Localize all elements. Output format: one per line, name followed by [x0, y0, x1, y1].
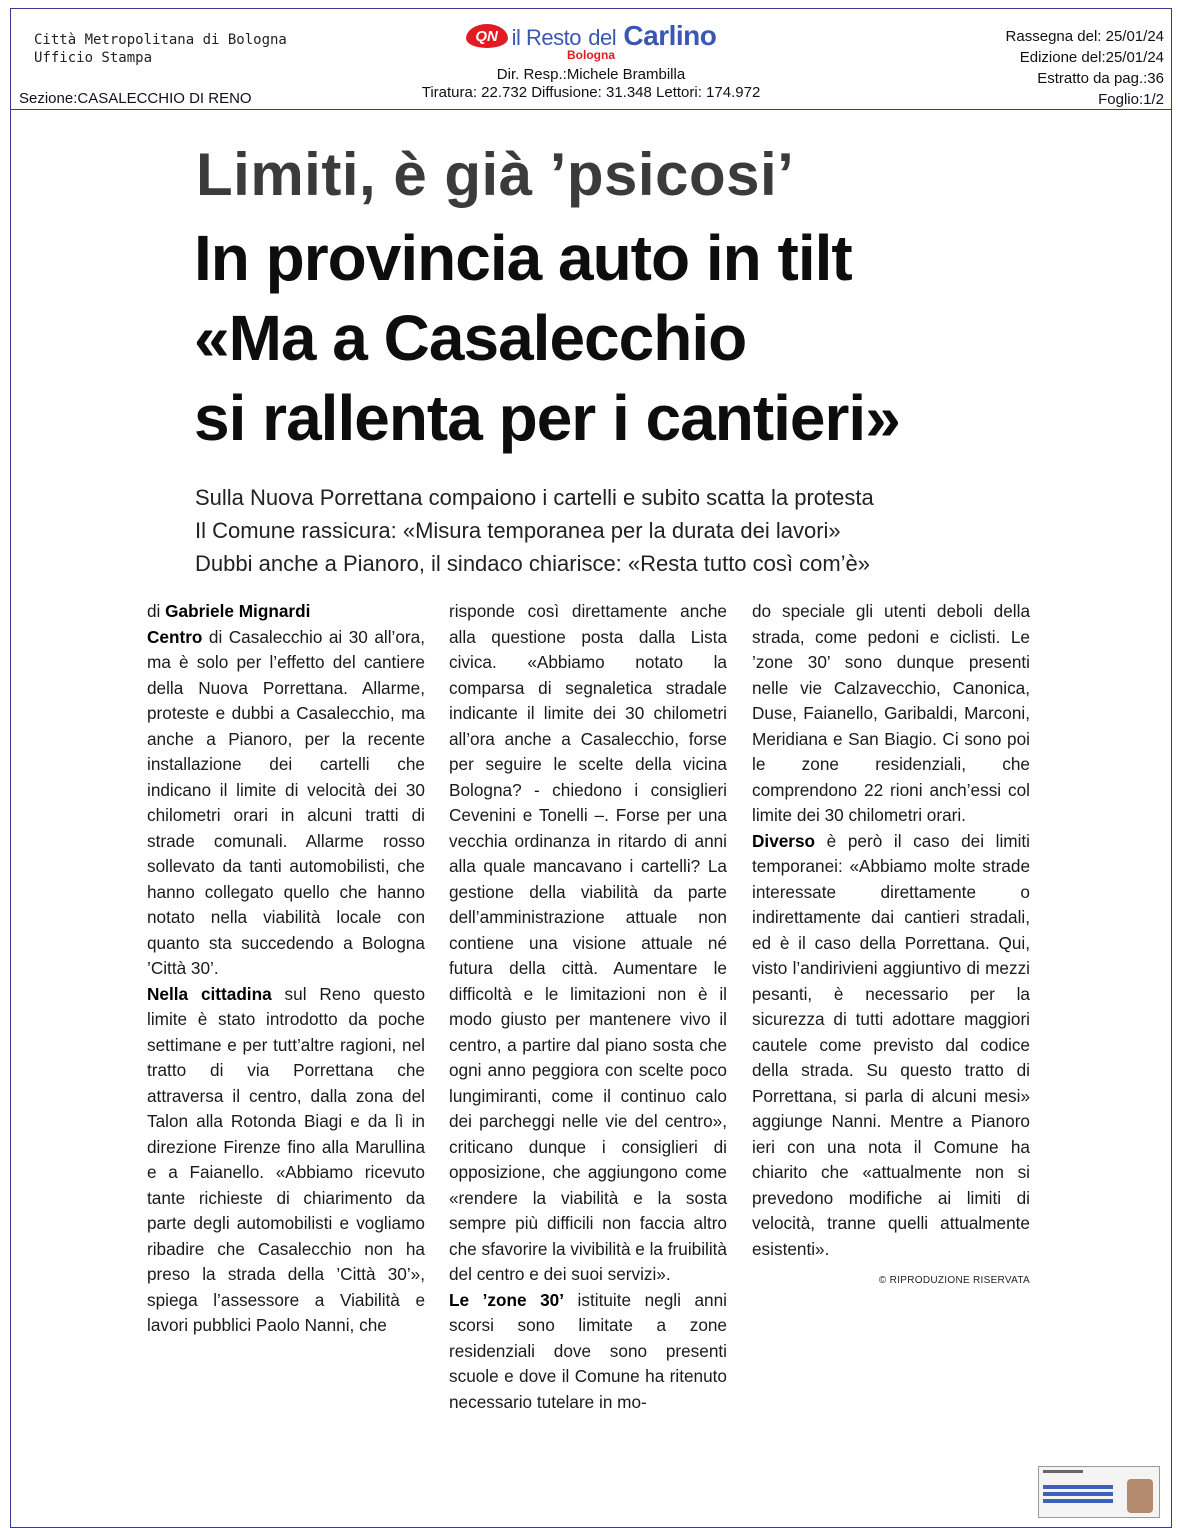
logo-text: il Resto del Carlino: [511, 20, 717, 51]
office-dept: Ufficio Stampa: [34, 50, 153, 66]
article-column-1: [147, 599, 425, 1339]
office-name: Città Metropolitana di Bologna: [34, 32, 287, 48]
subhead-line: Sulla Nuova Porrettana compaiono i cartelli e subito scatta la protesta: [195, 485, 874, 510]
article-kicker: Limiti, è già ’psicosi’: [196, 141, 795, 208]
thumbnail-headline: [1043, 1485, 1113, 1489]
paragraph: Centro di Casalecchio ai 30 all’ora, ma è solo per l’effetto del cantiere della Nuova Porrettana. Allarme, proteste e dubbi a Casalecchio, ma anche a Pianoro, per la recente installazione dei cartelli che indicano il limite di velocità dei 30 chilometri orari in alcuni tratti di strade comunali. Allarme rosso sollevato da tanti automobilisti, che hanno collegato quello che hanno notato nella viabilità locale con quanto sta succedendo a Bologna ’Città 30’.: [147, 626, 425, 978]
article-column-3: [752, 599, 1030, 1294]
issue-info: [1006, 26, 1164, 110]
paragraph: risponde così direttamente anche alla questione posta dalla Lista civica. «Abbiamo notato la comparsa di segnaletica stradale indicante il limite dei 30 chilometri all’ora anche a Casalecchio, forse per seguire le scelte della vicina Bologna? - chiedono i consiglieri Cevenini e Tonelli –. Forse per una vecchia ordinanza in ritardo di anni alla quale mancavano i cartelli? La gestione della viabilità da parte dell’amministrazione attuale non contiene una visione attuale né futura della città. Aumentare le difficoltà e le limitazioni non è il modo giusto per mantenere vivo il centro, a partire dal piano sosta che ogni anno peggiora con scelte poco lungimiranti, come il continuo calo dei parcheggi nelle vie del centro», criticano dunque i consiglieri di opposizione, che aggiungono come «rendere la viabilità e la sosta sempre più difficili non faccia altro che sfavorire la vivibilità e la fruibilità del centro e dei suoi servizi».: [449, 601, 727, 1284]
edition-date: Edizione del:25/01/24: [1019, 49, 1164, 66]
circulation: Tiratura: 22.732 Diffusione: 31.348 Lettori: 174.972: [421, 84, 761, 101]
author-name: Gabriele Mignardi: [165, 601, 311, 621]
paragraph: Le ’zone 30’ istituite negli anni scorsi sono limitate a zone residenziali dove sono presenti scuole e dove il Comune ha ritenuto necessario tutelare in mo-: [449, 1289, 727, 1412]
byline: di Gabriele Mignardi: [147, 601, 311, 621]
paragraph: Diverso è però il caso dei limiti temporanei: «Abbiamo molte strade interessate direttamente o indirettamente dai cantieri stradali, ed è il caso della Porrettana. Qui, visto l’andirivieni aggiuntivo di mezzi pesanti, è necessario per la sicurezza di tutti adottare maggiori cautele come previsto dal codice della strada. Su questo tratto di Porrettana, si parla di alcuni mesi» aggiunge Nanni. Mentre a Pianoro ieri con una nota il Comune ha chiarito che «attualmente non si prevedono modifiche ai limiti di velocità, tranne quelli attualmente esistenti».: [752, 830, 1030, 1259]
page-extract: Estratto da pag.:36: [1037, 70, 1164, 87]
headline-line: In provincia auto in tilt: [194, 222, 852, 294]
subhead-line: Il Comune rassicura: «Misura temporanea per la durata dei lavori»: [195, 518, 841, 543]
page-thumbnail[interactable]: [1038, 1466, 1160, 1518]
headline-line: «Ma a Casalecchio: [194, 302, 747, 374]
sheet-number: Foglio:1/2: [1098, 91, 1164, 108]
header-divider: [10, 109, 1172, 110]
edition-name: Bologna: [567, 48, 615, 62]
rassegna-date: Rassegna del: 25/01/24: [1005, 28, 1164, 45]
article-subheads: [195, 481, 874, 580]
press-office: [34, 31, 287, 67]
thumbnail-headline: [1043, 1492, 1113, 1496]
section-label: Sezione:CASALECCHIO DI RENO: [19, 90, 252, 107]
thumbnail-photo: [1127, 1479, 1153, 1513]
article-column-2: [449, 599, 727, 1415]
copyright-notice: © RIPRODUZIONE RISERVATA: [878, 1275, 1030, 1286]
headline-line: si rallenta per i cantieri»: [194, 382, 900, 454]
paragraph: do speciale gli utenti deboli della strada, come pedoni e ciclisti. Le ’zone 30’ sono dunque presenti nelle vie Calzavecchio, Canonica, Duse, Faianello, Garibaldi, Marconi, Meridiana e San Biagio. Ci sono poi le zone residenziali, che comprendono 22 rioni anch’essi col limite dei 30 chilometri orari.: [752, 601, 1030, 825]
qn-logo-icon: QN: [466, 24, 508, 48]
subhead-line: Dubbi anche a Pianoro, il sindaco chiarisce: «Resta tutto così com’è»: [195, 551, 871, 576]
director: Dir. Resp.:Michele Brambilla: [496, 66, 686, 83]
masthead: [380, 18, 802, 101]
thumbnail-header: [1043, 1470, 1083, 1473]
article-headline: [194, 218, 900, 458]
thumbnail-headline: [1043, 1499, 1113, 1503]
paragraph: Nella cittadina sul Reno questo limite è stato introdotto da poche settimane e per tutt’altre ragioni, nel tratto di via Porrettana che attraversa il centro, dalla zona del Talon alla Rotonda Biagi e da lì in direzione Firenze fino alla Marullina e a Faianello. «Abbiamo ricevuto tante richieste di chiarimento da parte degli automobilisti e vogliamo ribadire che Casalecchio non ha preso la strada della ’Città 30’», spiega l’assessore a Viabilità e lavori pubblici Paolo Nanni, che: [147, 983, 425, 1335]
